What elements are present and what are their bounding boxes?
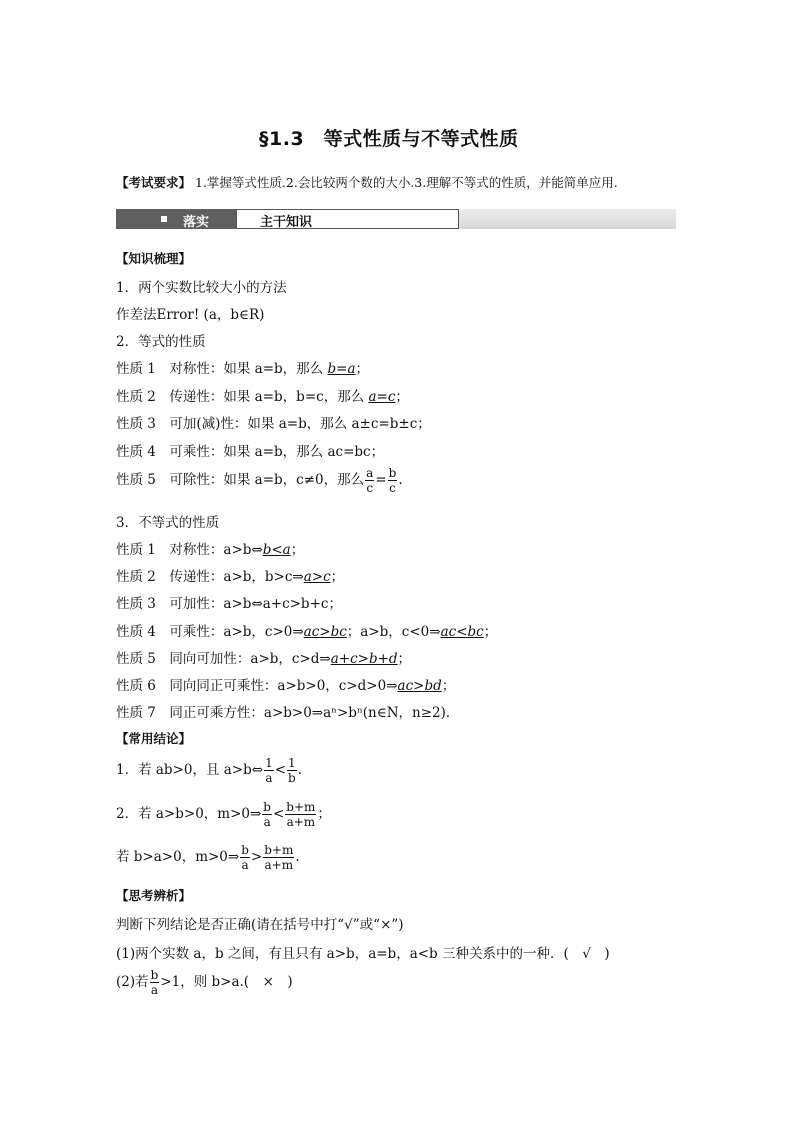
prop-text: 传递性：如果 a=b，b=c，那么 xyxy=(169,389,369,405)
eq-prop-3 xyxy=(116,412,431,432)
prop-text: 可除性：如果 a=b，c≠0，那么 xyxy=(169,472,365,488)
page-title: §1.3 等式性质与不等式性质 xyxy=(259,128,519,150)
item1-line: 作差法Error! (a，b∈R) xyxy=(116,307,265,323)
fraction: $\frac{b+m}{a+m}$ xyxy=(264,843,294,872)
fraction: $\frac{b}{c}$ xyxy=(388,466,397,495)
item1-title: 1．两个实数比较大小的方法 xyxy=(116,280,287,296)
discussion-q1: (1)两个实数 a，b 之间，有且只有 a>b，a=b，a<b 三种关系中的一种．( √ ) xyxy=(116,946,610,962)
ineq-prop-4: 性质 4 可乘性：a>b，c>0⇒ac>bc；a>b，c<0⇒ac<bc； xyxy=(116,624,498,640)
ineq-prop-7: 性质 7 同正可乘方性：a>b>0⇒aⁿ>bⁿ(n∈N，n≥2)． xyxy=(116,705,460,721)
eq-prop-1 xyxy=(116,357,369,377)
ineq-prop-1: 性质 1 对称性：a>b⇔b<a； xyxy=(116,542,305,558)
ineq-prop-6: 性质 6 同向同正可乘性：a>b>0，c>d>0⇒ac>bd； xyxy=(116,678,456,694)
knowledge-heading: 【知识梳理】 xyxy=(116,251,192,266)
item3-title: 3．不等式的性质 xyxy=(116,515,220,531)
eq-prop-5: 性质 5 可除性：如果 a=b，c≠0，那么 $\frac{a}{c}$ = $\frac{b}{c}$ . xyxy=(116,466,403,495)
prop-answer: a=c xyxy=(368,389,396,405)
fraction: $\frac{b}{a}$ xyxy=(241,843,249,872)
conclusions-heading: 【常用结论】 xyxy=(116,731,192,746)
prop-tail: ； xyxy=(395,389,409,405)
ineq-prop-5: 性质 5 同向可加性：a>b，c>d⇒a+c>b+d； xyxy=(116,651,412,667)
section-bar-dark xyxy=(116,209,236,229)
item2-title: 2．等式的性质 xyxy=(116,334,206,350)
fraction: $\frac{1}{a}$ xyxy=(265,756,273,785)
prop-name: 性质 4 xyxy=(116,444,156,460)
bullet-square-icon xyxy=(161,216,167,222)
fraction: $\frac{b}{a}$ xyxy=(150,968,159,997)
discussion-q2: (2)若 $\frac{b}{a}$ >1，则 b>a.( × ) xyxy=(116,968,293,997)
fraction: $\frac{b}{a}$ xyxy=(263,800,271,829)
discussion-heading: 【思考辨析】 xyxy=(116,888,192,903)
fraction: $\frac{a}{c}$ xyxy=(366,466,374,495)
prop-text: 可乘性：如果 a=b，那么 ac=bc； xyxy=(169,444,385,460)
prop-name: 性质 3 xyxy=(116,416,156,432)
prop-tail: ； xyxy=(355,361,369,377)
prop-name: 性质 1 xyxy=(116,361,156,377)
ineq-prop-3: 性质 3 可加性：a>b⇔a+c>b+c； xyxy=(116,596,342,612)
requirement-tag: 【考试要求】 xyxy=(116,175,192,190)
requirement-text: 1.掌握等式性质.2.会比较两个数的大小.3.理解不等式的性质，并能简单应用. xyxy=(195,175,618,190)
exam-requirement xyxy=(116,173,618,191)
section-bar xyxy=(116,209,676,229)
eq-prop-4 xyxy=(116,440,384,460)
prop-text: 可加(减)性：如果 a=b，那么 a±c=b±c； xyxy=(169,416,431,432)
conclusion-1: 1．若 ab>0，且 a>b⇔ $\frac{1}{a}$ < $\frac{1}{b}$ . xyxy=(116,756,303,785)
prop-answer: b=a xyxy=(327,361,356,377)
section-label-primary: 落实 xyxy=(183,215,210,230)
section-label-secondary: 主干知识 xyxy=(260,215,313,230)
eq-prop-2 xyxy=(116,385,409,405)
fraction: $\frac{b+m}{a+m}$ xyxy=(286,800,316,829)
fraction: $\frac{1}{b}$ xyxy=(288,756,296,785)
ineq-prop-2: 性质 2 传递性：a>b，b>c⇒a>c； xyxy=(116,569,345,585)
prop-text: 对称性：如果 a=b，那么 xyxy=(169,361,328,377)
discussion-instruction: 判断下列结论是否正确(请在括号中打“√”或“×”) xyxy=(116,917,404,933)
prop-name: 性质 5 xyxy=(116,472,156,488)
conclusion-3: 若 b>a>0，m>0⇒ $\frac{b}{a}$ > $\frac{b+m}{a+m}$ . xyxy=(116,843,300,872)
conclusion-2: 2．若 a>b>0，m>0⇒ $\frac{b}{a}$ < $\frac{b+m}{a+m}$ ； xyxy=(116,800,331,829)
prop-name: 性质 2 xyxy=(116,389,156,405)
